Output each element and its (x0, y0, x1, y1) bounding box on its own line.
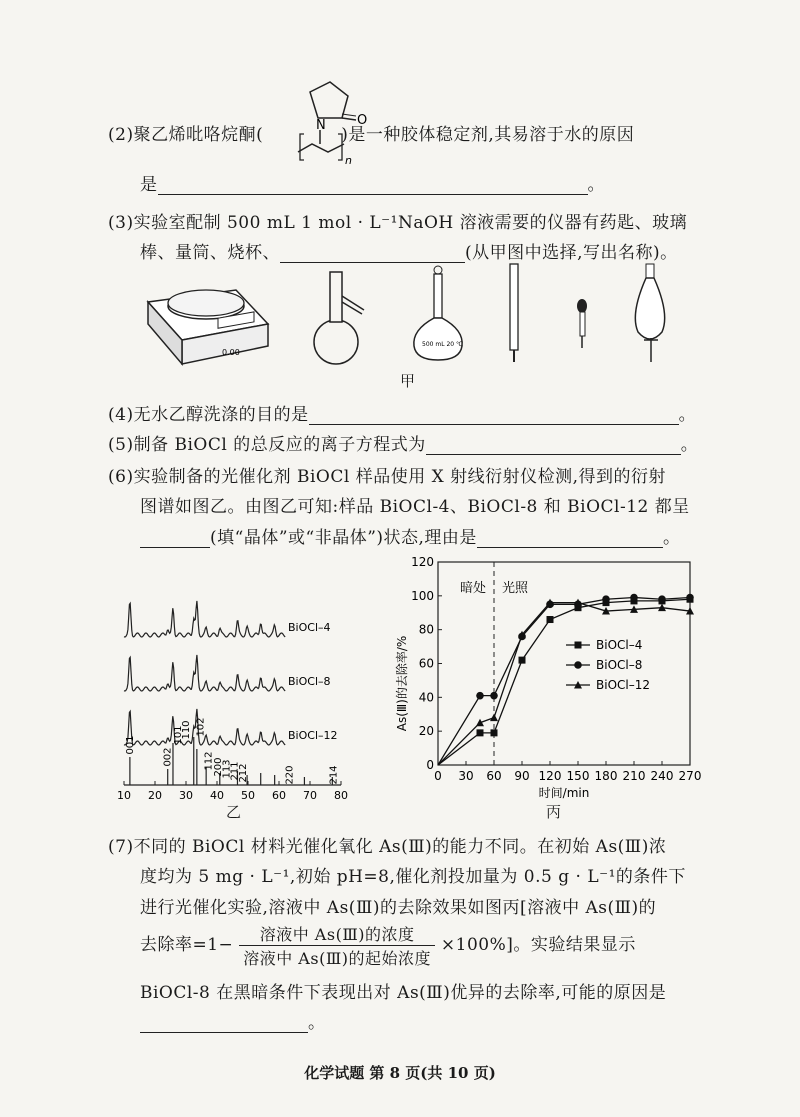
oxygen-atom: O (357, 113, 368, 128)
y-tick-label: 40 (418, 690, 434, 705)
figure-jia-caption: 甲 (400, 372, 416, 390)
polymer-backbone (298, 144, 344, 152)
xrd-x-tick-label: 40 (210, 789, 224, 802)
annotation-light: 光照 (502, 581, 529, 596)
q6-reason-blank[interactable] (477, 529, 663, 548)
legend-marker (574, 661, 582, 669)
xrd-x-tick-label: 60 (272, 789, 286, 802)
q7-answer-blank[interactable] (140, 1014, 308, 1033)
y-tick-label: 0 (426, 758, 434, 772)
figure-bing-caption: 丙 (546, 803, 562, 821)
q7-line5: BiOCl-8 在黑暗条件下表现出对 As(Ⅲ)优异的去除率,可能的原因是 (140, 983, 667, 1003)
reference-peak-label: 101 (172, 725, 184, 745)
pvp-structure (280, 72, 376, 172)
x-tick-label: 180 (594, 769, 618, 783)
data-point (602, 595, 610, 603)
q3-line2: 棒、量筒、烧杯、 (从甲图中选择,写出名称)。 (140, 243, 678, 263)
series-line-BiOCl–4 (438, 599, 690, 765)
legend-label: BiOCl–8 (596, 658, 643, 672)
annotation-dark: 暗处 (459, 581, 486, 596)
xrd-x-tick-label: 30 (179, 789, 193, 802)
y-tick-label: 80 (418, 622, 434, 637)
removal-rate-fraction: $\frac{\text{溶液中 As(Ⅲ)的浓度}}{\text{溶液中 As(Ⅲ)的起始浓度}}$ (239, 922, 435, 969)
series-line-BiOCl–8 (438, 598, 690, 765)
flask-label: 500 mL 20 ℃ (422, 341, 463, 348)
electronic-balance (148, 290, 268, 364)
xrd-sample-label: BiOCl–8 (288, 675, 331, 688)
q6-line3: (填“晶体”或“非晶体”)状态,理由是 。 (140, 523, 680, 548)
q7-line4: 去除率=1− $\frac{\text{溶液中 As(Ⅲ)的浓度}}{\text{溶液中 As(Ⅲ)的起始浓度}}$ ×100%]。实验结果显示 (140, 922, 636, 969)
x-axis-label: 时间/min (538, 786, 590, 800)
q2-suffix: )是一种胶体稳定剂,其易溶于水的原因 (341, 125, 635, 145)
q2-answer-blank[interactable] (158, 176, 588, 195)
xrd-sample-label: BiOCl–4 (288, 621, 331, 634)
data-point (519, 657, 526, 664)
data-point (491, 729, 498, 736)
figure-yi-caption: 乙 (226, 803, 242, 821)
y-tick-label: 100 (411, 588, 434, 603)
reference-peak-label: 110 (181, 720, 192, 740)
dropper (577, 299, 587, 348)
x-tick-label: 150 (566, 769, 590, 783)
y-tick-label: 120 (411, 555, 434, 569)
data-point (476, 692, 484, 700)
volumetric-flask (414, 266, 463, 360)
reference-peak-label: 112 (203, 751, 215, 771)
balance-display: 0.00 (222, 348, 240, 357)
q3-line1: (3)实验室配制 500 mL 1 mol · L⁻¹NaOH 溶液需要的仪器有药匙、玻璃 (108, 213, 688, 233)
reference-peak-label: 200 (212, 757, 224, 777)
xrd-x-tick-label: 70 (303, 789, 317, 802)
q2-answer-prefix: 是 (140, 175, 158, 195)
reference-peak-label: 002 (162, 747, 174, 767)
q3-answer-blank[interactable] (280, 244, 465, 263)
reference-peak-label: 214 (328, 765, 340, 785)
q7-line1: (7)不同的 BiOCl 材料光催化氧化 As(Ⅲ)的能力不同。在初始 As(Ⅲ)浓 (108, 837, 667, 857)
q2-prefix: (2)聚乙烯吡咯烷酮( (108, 125, 264, 145)
series-line-BiOCl–12 (438, 603, 690, 765)
nitrogen-atom: N (316, 118, 326, 133)
reference-peak-label: 220 (284, 765, 296, 785)
xrd-x-tick-label: 80 (334, 789, 348, 802)
x-tick-label: 0 (434, 769, 442, 783)
reference-peak-label: 211 (229, 761, 241, 781)
reference-peak-label: 212 (238, 763, 250, 783)
reference-peak-label: 001 (124, 735, 136, 755)
q2-line2: 是 。 (140, 175, 605, 195)
burette (510, 264, 518, 362)
removal-rate-chart (390, 550, 710, 820)
x-tick-label: 270 (678, 769, 702, 783)
apparatus-figure (140, 262, 700, 382)
q6-line2: 图谱如图乙。由图乙可知:样品 BiOCl-4、BiOCl-8 和 BiOCl-12 都呈 (140, 497, 690, 517)
separatory-funnel (635, 264, 664, 362)
left-bracket (300, 134, 304, 160)
data-point (477, 729, 484, 736)
x-tick-label: 30 (458, 769, 474, 783)
legend-marker (575, 642, 582, 649)
data-point (658, 595, 666, 603)
xrd-sample-label: BiOCl–12 (288, 729, 338, 742)
reference-peak-label: 102 (195, 717, 207, 737)
y-tick-label: 60 (418, 656, 434, 671)
legend-label: BiOCl–12 (596, 678, 650, 692)
q6-state-blank[interactable] (140, 529, 210, 548)
y-axis-label: As(Ⅲ)的去除率/% (395, 635, 409, 732)
q7-line3: 进行光催化实验,溶液中 As(Ⅲ)的去除效果如图丙[溶液中 As(Ⅲ)的 (140, 898, 657, 918)
repeat-subscript: n (345, 154, 352, 167)
q6-line1: (6)实验制备的光催化剂 BiOCl 样品使用 X 射线衍射仪检测,得到的衍射 (108, 467, 667, 487)
q7-line2: 度均为 5 mg · L⁻¹,初始 pH=8,催化剂投加量为 0.5 g · L⁻¹的条件下 (140, 867, 686, 887)
page-footer: 化学试题 第 8 页(共 10 页) (304, 1064, 496, 1082)
legend-label: BiOCl–4 (596, 638, 643, 652)
data-point (490, 692, 498, 700)
data-point (686, 594, 694, 602)
xrd-x-tick-label: 20 (148, 789, 162, 802)
q4-answer-blank[interactable] (309, 406, 679, 425)
carbonyl-bond (342, 118, 356, 120)
x-tick-label: 60 (486, 769, 502, 783)
distilling-flask (314, 272, 364, 364)
xrd-figure (112, 585, 362, 805)
q4-line: (4)无水乙醇洗涤的目的是 。 (108, 405, 697, 425)
data-point (547, 616, 554, 623)
q5-answer-blank[interactable] (426, 436, 681, 455)
x-tick-label: 120 (538, 769, 562, 783)
data-point (630, 594, 638, 602)
xrd-pattern-2 (124, 655, 285, 691)
pyrrolidone-ring (310, 82, 348, 118)
xrd-x-tick-label: 10 (117, 789, 131, 802)
xrd-x-tick-label: 50 (241, 789, 255, 802)
y-tick-label: 20 (418, 724, 434, 739)
xrd-pattern-1 (124, 601, 285, 637)
q5-line: (5)制备 BiOCl 的总反应的离子方程式为 。 (108, 435, 699, 455)
q7-line6: 。 (140, 1008, 326, 1033)
x-tick-label: 210 (622, 769, 646, 783)
x-tick-label: 90 (514, 769, 530, 783)
data-point (476, 719, 484, 727)
x-tick-label: 240 (650, 769, 674, 783)
data-point (490, 714, 498, 722)
reference-peak-label: 113 (221, 759, 233, 779)
